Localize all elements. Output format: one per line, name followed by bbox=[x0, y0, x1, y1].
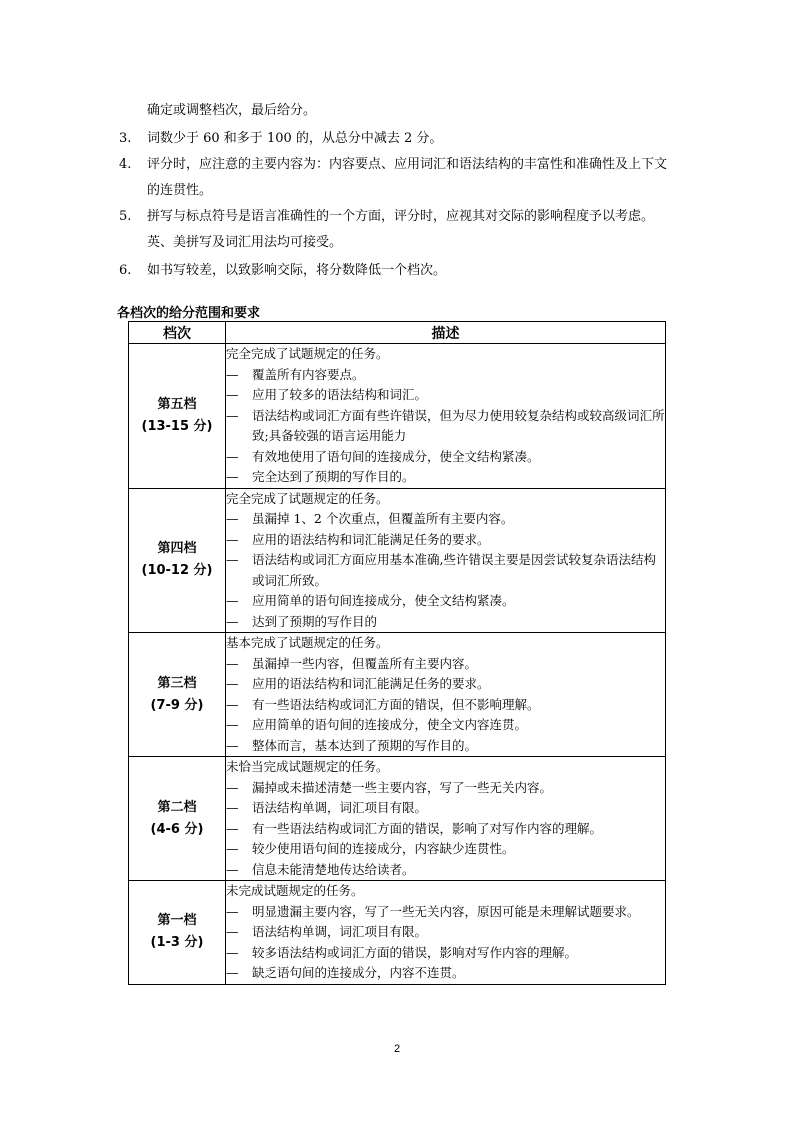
table-row bbox=[129, 344, 666, 489]
level-range: (10-12 分) bbox=[141, 563, 213, 579]
dash-bullet: — bbox=[226, 613, 239, 629]
description-intro: 完全完成了试题规定的任务。 bbox=[226, 346, 389, 361]
description-item bbox=[226, 839, 665, 860]
description-intro: 未完成试题规定的任务。 bbox=[226, 883, 364, 898]
description-item-text: 语法结构单调，词汇项目有限。 bbox=[252, 924, 428, 939]
rule-text: 拼写与标点符号是语言准确性的一个方面，评分时，应视其对交际的影响程度予以考虑。英、美拼写及词汇用法均可接受。 bbox=[147, 209, 655, 250]
description-item bbox=[226, 654, 665, 675]
dash-bullet: — bbox=[226, 387, 239, 402]
continuation-text: 确定或调整档次，最后给分。 bbox=[147, 103, 317, 118]
grading-table bbox=[128, 321, 666, 985]
level-range: (13-15 分) bbox=[141, 418, 213, 434]
level-range: (4-6 分) bbox=[150, 821, 204, 837]
rule-number: 6. bbox=[119, 263, 132, 278]
rule-text: 如书写较差，以致影响交际，将分数降低一个档次。 bbox=[147, 263, 447, 278]
level-name: 第三档 bbox=[157, 675, 197, 691]
description-item bbox=[226, 591, 665, 612]
description-intro: 完全完成了试题规定的任务。 bbox=[226, 490, 389, 506]
dash-bullet: — bbox=[226, 820, 239, 836]
description-item bbox=[226, 530, 665, 551]
dash-bullet: — bbox=[226, 965, 239, 980]
description-item bbox=[226, 943, 665, 964]
description-item-text: 虽漏掉一些内容，但覆盖所有主要内容。 bbox=[252, 655, 478, 671]
description-item-text: 较多语法结构或词汇方面的错误，影响对写作内容的理解。 bbox=[252, 944, 578, 960]
header-description: 描述 bbox=[226, 322, 666, 344]
description-cell bbox=[226, 757, 666, 881]
dash-bullet: — bbox=[226, 737, 239, 753]
description-cell bbox=[226, 344, 666, 489]
description-item bbox=[226, 365, 665, 386]
description-item bbox=[226, 509, 665, 530]
level-cell bbox=[129, 881, 226, 985]
level-name: 第二档 bbox=[157, 799, 197, 815]
table-header-row bbox=[129, 322, 666, 344]
description-item-text: 漏掉或未描述清楚一些主要内容，写了一些无关内容。 bbox=[252, 779, 553, 795]
description-item-text: 较少使用语句间的连接成分，内容缺少连贯性。 bbox=[252, 841, 515, 856]
level-cell bbox=[129, 633, 226, 757]
dash-bullet: — bbox=[226, 407, 239, 423]
level-range: (1-3 分) bbox=[150, 935, 204, 951]
description-item bbox=[226, 695, 665, 716]
dash-bullet: — bbox=[226, 531, 239, 547]
description-item-text: 有效地使用了语句间的连接成分，使全文结构紧凑。 bbox=[252, 448, 540, 464]
description-item-text: 语法结构单调，词汇项目有限。 bbox=[252, 800, 428, 815]
section-title: 各档次的给分范围和要求 bbox=[117, 306, 261, 321]
dash-bullet: — bbox=[226, 593, 239, 608]
table-row bbox=[129, 488, 666, 633]
description-cell bbox=[226, 488, 666, 633]
description-item bbox=[226, 467, 665, 488]
description-item bbox=[226, 963, 665, 984]
description-item bbox=[226, 778, 665, 799]
description-item-text: 缺乏语句间的连接成分，内容不连贯。 bbox=[252, 965, 465, 980]
description-item-text: 语法结构或词汇方面应用基本准确,些许错误主要是因尝试较复杂语法结构或词汇所致。 bbox=[252, 552, 656, 588]
rule-text: 评分时，应注意的主要内容为：内容要点、应用词汇和语法结构的丰富性和准确性及上下文的连贯性。 bbox=[147, 157, 668, 198]
description-item-text: 应用简单的语句间连接成分，使全文结构紧凑。 bbox=[252, 593, 515, 608]
level-cell bbox=[129, 488, 226, 633]
level-range: (7-9 分) bbox=[150, 697, 204, 713]
description-item-text: 应用的语法结构和词汇能满足任务的要求。 bbox=[252, 676, 490, 691]
grading-table-body bbox=[129, 344, 666, 985]
rule-number: 4. bbox=[119, 157, 132, 172]
description-item-text: 达到了预期的写作目的 bbox=[252, 613, 378, 629]
description-item bbox=[226, 406, 665, 447]
level-name: 第一档 bbox=[157, 913, 197, 929]
description-item-text: 有一些语法结构或词汇方面的错误，但不影响理解。 bbox=[252, 696, 540, 712]
description-item-text: 应用了较多的语法结构和词汇。 bbox=[252, 387, 428, 402]
dash-bullet: — bbox=[226, 448, 239, 464]
description-item-text: 完全达到了预期的写作目的。 bbox=[252, 469, 415, 484]
dash-bullet: — bbox=[226, 861, 239, 877]
rule-text: 词数少于 60 和多于 100 的，从总分中减去 2 分。 bbox=[147, 131, 443, 146]
description-intro: 未恰当完成试题规定的任务。 bbox=[226, 759, 389, 774]
level-name: 第四档 bbox=[157, 541, 197, 557]
dash-bullet: — bbox=[226, 366, 239, 382]
description-item bbox=[226, 902, 665, 923]
dash-bullet: — bbox=[226, 800, 239, 815]
dash-bullet: — bbox=[226, 469, 239, 484]
dash-bullet: — bbox=[226, 841, 239, 856]
header-level: 档次 bbox=[129, 322, 226, 344]
description-item bbox=[226, 385, 665, 406]
description-item bbox=[226, 736, 665, 757]
rule-number: 3. bbox=[119, 131, 132, 146]
description-item-text: 整体而言，基本达到了预期的写作目的。 bbox=[252, 737, 478, 753]
description-item-text: 语法结构或词汇方面有些许错误，但为尽力使用较复杂结构或较高级词汇所致;具备较强的语言运用能力 bbox=[252, 407, 665, 443]
level-name: 第五档 bbox=[157, 396, 197, 412]
description-item bbox=[226, 819, 665, 840]
dash-bullet: — bbox=[226, 511, 239, 526]
dash-bullet: — bbox=[226, 552, 239, 567]
rule-number: 5. bbox=[119, 209, 132, 224]
dash-bullet: — bbox=[226, 655, 239, 671]
description-item bbox=[226, 550, 665, 591]
dash-bullet: — bbox=[226, 944, 239, 960]
description-item-text: 应用的语法结构和词汇能满足任务的要求。 bbox=[252, 531, 490, 547]
page-number: 2 bbox=[393, 1043, 401, 1055]
description-cell bbox=[226, 633, 666, 757]
description-item bbox=[226, 674, 665, 695]
description-item bbox=[226, 860, 665, 881]
description-item-text: 明显遗漏主要内容，写了一些无关内容，原因可能是未理解试题要求。 bbox=[252, 903, 640, 919]
table-row bbox=[129, 881, 666, 985]
description-item-text: 有一些语法结构或词汇方面的错误，影响了对写作内容的理解。 bbox=[252, 820, 603, 836]
description-item-text: 虽漏掉 1、2 个次重点，但覆盖所有主要内容。 bbox=[252, 511, 514, 526]
description-item bbox=[226, 612, 665, 633]
table-row bbox=[129, 633, 666, 757]
dash-bullet: — bbox=[226, 924, 239, 939]
description-cell bbox=[226, 881, 666, 985]
description-item-text: 应用简单的语句间的连接成分，使全文内容连贯。 bbox=[252, 717, 528, 732]
table-row bbox=[129, 757, 666, 881]
description-item-text: 信息未能清楚地传达给读者。 bbox=[252, 861, 415, 877]
description-item bbox=[226, 447, 665, 468]
dash-bullet: — bbox=[226, 779, 239, 795]
level-cell bbox=[129, 757, 226, 881]
dash-bullet: — bbox=[226, 676, 239, 691]
level-cell bbox=[129, 344, 226, 489]
description-item-text: 覆盖所有内容要点。 bbox=[252, 366, 365, 382]
dash-bullet: — bbox=[226, 717, 239, 732]
description-item bbox=[226, 922, 665, 943]
description-intro: 基本完成了试题规定的任务。 bbox=[226, 635, 389, 650]
dash-bullet: — bbox=[226, 696, 239, 712]
description-item bbox=[226, 798, 665, 819]
description-item bbox=[226, 715, 665, 736]
dash-bullet: — bbox=[226, 903, 239, 919]
